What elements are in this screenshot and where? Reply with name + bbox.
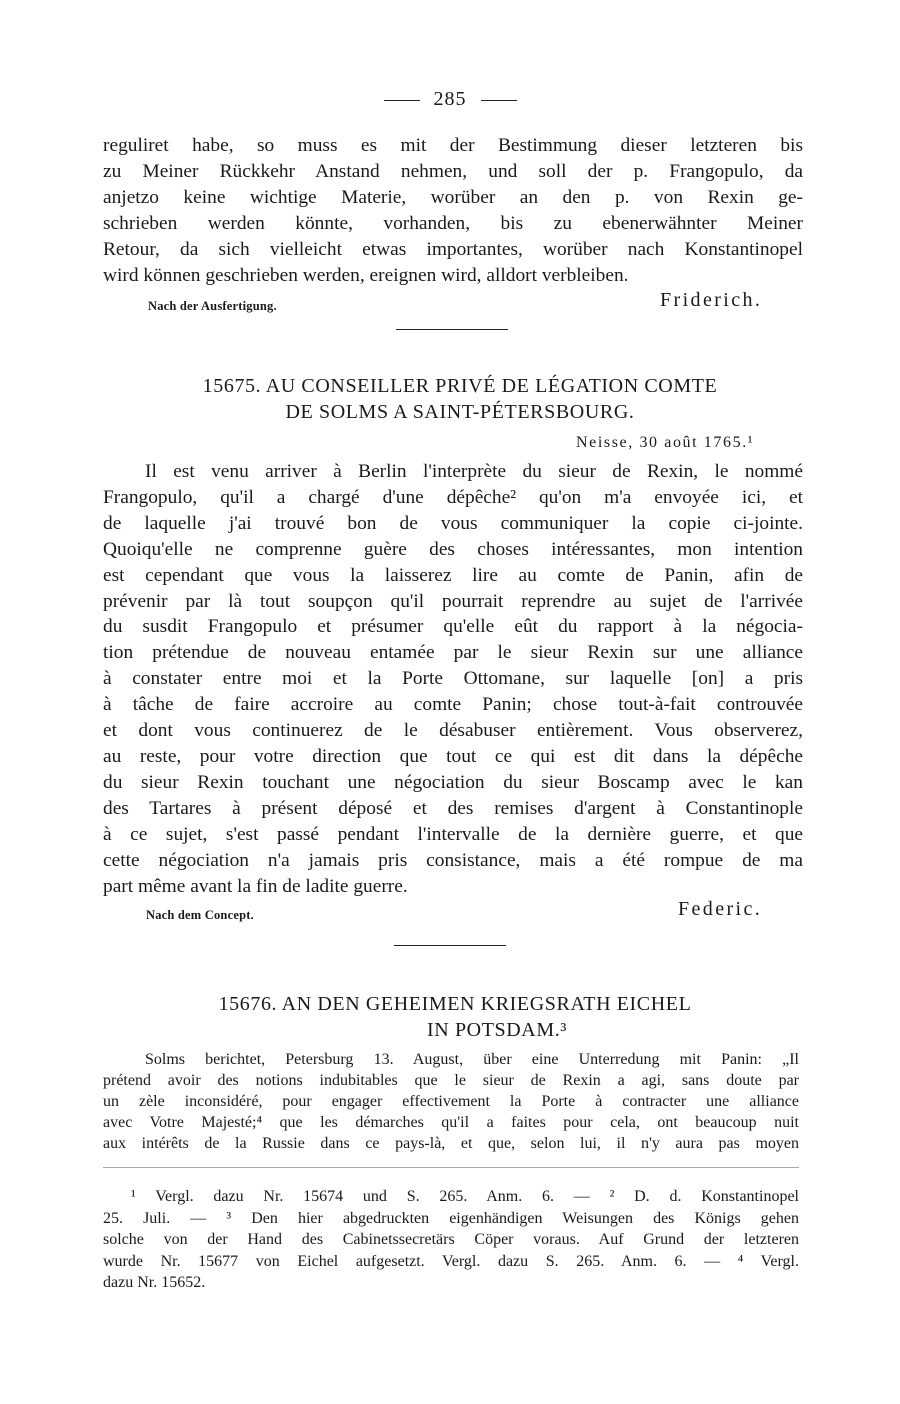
- doc1-line: reguliret habe, so muss es mit der Bestimmung dieser letzteren bis: [103, 135, 803, 156]
- doc1-line: schrieben werden könnte, vorhanden, bis zu ebenerwähnter Meiner: [103, 212, 803, 234]
- doc2-body: [103, 459, 803, 899]
- section-divider: [396, 329, 508, 330]
- doc2-heading-line2: DE SOLMS A SAINT-PÉTERSBOURG.: [285, 401, 635, 423]
- doc1-source-note: Nach der Ausfertigung.: [148, 299, 277, 313]
- doc3-heading-line1: 15676. AN DEN GEHEIMEN KRIEGSRATH EICHEL: [218, 993, 692, 1015]
- doc3-heading-line2: IN POTSDAM.³: [427, 1019, 567, 1041]
- doc2-line: et dont vous continuerez de le désabuser entièrement. Vous observerez,: [103, 720, 803, 742]
- doc2-dateline: Neisse, 30 août 1765.¹: [576, 434, 755, 451]
- footnote-line: dazu Nr. 15652.: [103, 1274, 206, 1291]
- doc2-line: Frangopulo, qu'il a chargé d'une dépêche² qu'on m'a envoyée ici, et: [103, 486, 803, 508]
- doc2-line: à ce sujet, s'est passé pendant l'intervalle de la dernière guerre, et que: [103, 823, 803, 845]
- doc1-line: wird können geschrieben werden, ereignen wird, alldort verbleiben.: [103, 264, 629, 286]
- doc3-line: Solms berichtet, Petersburg 13. August, über eine Unterredung mit Panin: „Il: [145, 1051, 799, 1068]
- doc2-line: du susdit Frangopulo et présumer qu'elle eût du rapport à la négocia-: [103, 616, 803, 638]
- footnote-line: ¹ Vergl. dazu Nr. 15674 und S. 265. Anm. 6. — ² D. d. Konstantinopel: [131, 1188, 799, 1205]
- doc3-line: prétend avoir des notions indubitables que le sieur de Rexin a agi, sans doute par: [103, 1072, 799, 1089]
- doc2-line: Quoiqu'elle ne comprenne guère des choses intéressantes, mon intention: [103, 538, 803, 560]
- doc3-body: [103, 1049, 799, 1154]
- doc2-line: des Tartares à présent déposé et des remises d'argent à Constantinople: [103, 797, 803, 819]
- doc2-line: à tâche de faire accroire au comte Panin; chose tout-à-fait controuvée: [103, 694, 803, 716]
- doc2-line: du sieur Rexin touchant une négociation du sieur Boscamp avec le kan: [103, 771, 803, 793]
- doc2-line: est cependant que vous la laisserez lire au comte de Panin, afin de: [103, 564, 803, 586]
- doc3-heading: [140, 991, 770, 1043]
- doc2-line: tion prétendue de nouveau entamée par le sieur Rexin sur une alliance: [103, 642, 803, 664]
- doc1-line: anjetzo keine wichtige Materie, worüber an den p. von Rexin ge-: [103, 186, 803, 208]
- doc2-line: prévenir par là tout soupçon qu'il pourrait reprendre au sujet de l'arrivée: [103, 590, 803, 612]
- doc2-heading: [130, 373, 790, 425]
- footnote-divider: [103, 1167, 799, 1168]
- doc2-source-note: Nach dem Concept.: [146, 908, 254, 922]
- doc2-line: Il est venu arriver à Berlin l'interprète du sieur de Rexin, le nommé: [145, 461, 803, 482]
- doc1-signature: Friderich.: [660, 289, 763, 311]
- doc3-line: un zèle inconsidéré, pour engager effectivement la Porte à contracter une alliance: [103, 1093, 799, 1110]
- doc2-line: cette négociation n'a jamais pris consistance, mais a été rompue de ma: [103, 849, 803, 871]
- doc1-line: zu Meiner Rückkehr Anstand nehmen, und soll der p. Frangopulo, da: [103, 160, 803, 182]
- page-number-text: 285: [433, 88, 467, 110]
- footnote-line: wurde Nr. 15677 von Eichel aufgesetzt. Vergl. dazu S. 265. Anm. 6. — ⁴ Vergl.: [103, 1252, 799, 1270]
- page-number-dash-right: [481, 100, 517, 101]
- doc2-line: de laquelle j'ai trouvé bon de vous communiquer la copie ci-jointe.: [103, 512, 803, 534]
- doc1-line: Retour, da sich vielleicht etwas importantes, worüber nach Konstantinopel: [103, 238, 803, 260]
- page-number: [0, 88, 900, 111]
- doc2-line: à constater entre moi et la Porte Ottomane, sur laquelle [on] a pris: [103, 668, 803, 690]
- doc2-heading-line1: 15675. AU CONSEILLER PRIVÉ DE LÉGATION COMTE: [202, 375, 718, 397]
- footnotes: [103, 1186, 799, 1294]
- section-divider: [394, 945, 506, 946]
- doc3-line: aux intérêts de la Russie dans ce pays-là, et que, selon lui, il n'y aura pas moyen: [103, 1135, 799, 1152]
- doc2-line: au reste, pour votre direction que tout ce qui est dit dans la dépêche: [103, 745, 803, 767]
- doc3-line: avec Votre Majesté;⁴ que les démarches qu'il a faites pour cela, ont beaucoup nuit: [103, 1114, 799, 1131]
- doc2-signature: Federic.: [678, 898, 763, 920]
- doc2-line: part même avant la fin de ladite guerre.: [103, 875, 408, 897]
- footnote-line: 25. Juli. — ³ Den hier abgedruckten eigenhändigen Weisungen des Königs gehen: [103, 1209, 799, 1227]
- page-number-dash-left: [384, 100, 420, 101]
- doc1-body: [103, 133, 803, 288]
- footnote-line: solche von der Hand des Cabinetssecretärs Cöper voraus. Auf Grund der letzteren: [103, 1231, 799, 1248]
